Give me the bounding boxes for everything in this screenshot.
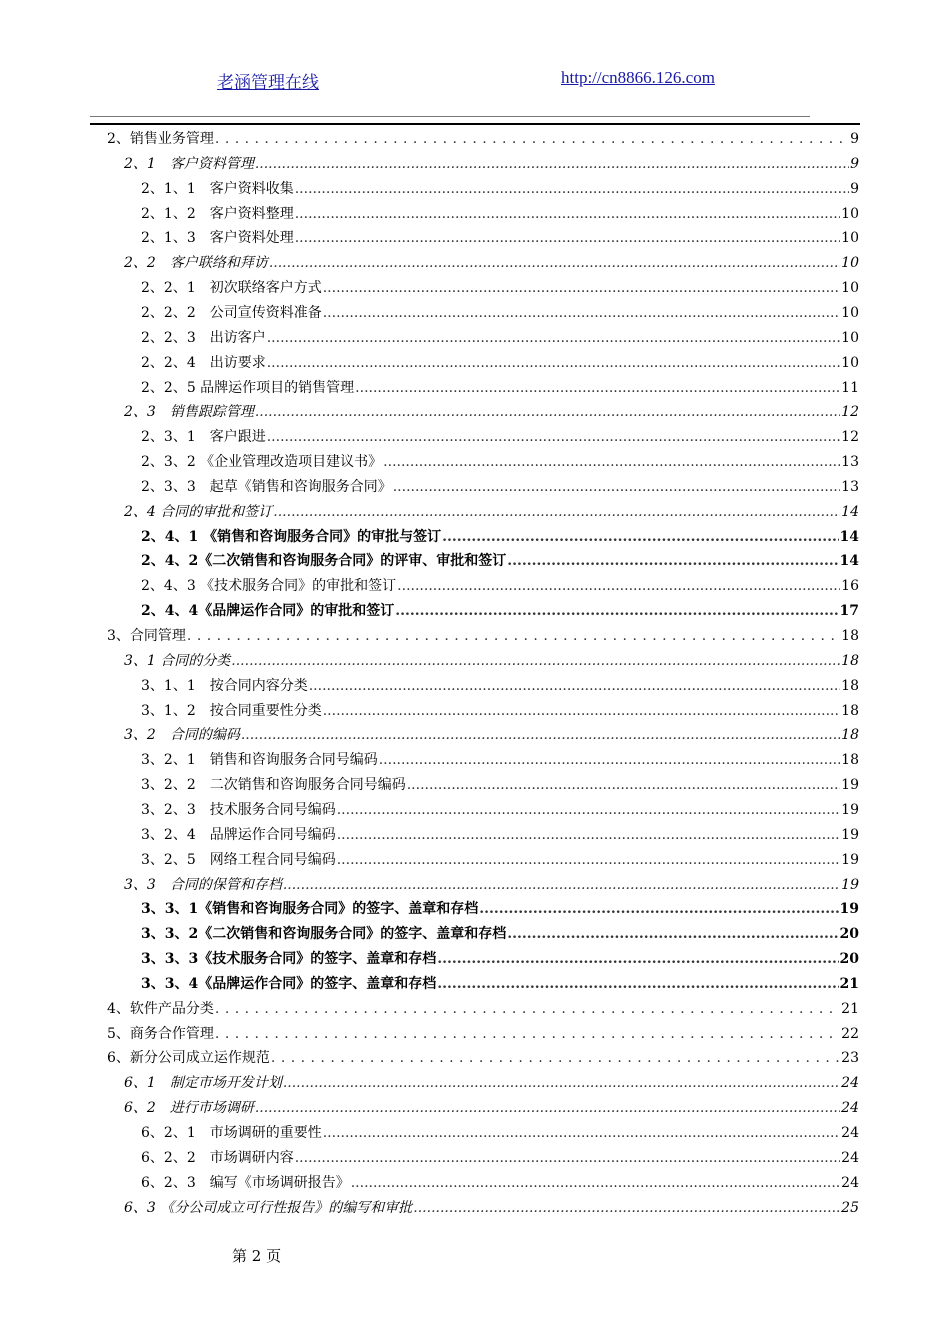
toc-entry-page: 18 (841, 702, 859, 719)
toc-entry-page: 13 (841, 454, 859, 471)
toc-leader-dots (337, 824, 840, 846)
toc-leader-dots (283, 1072, 840, 1094)
toc-entry-page: 21 (839, 975, 859, 992)
toc-entry-page: 9 (850, 131, 859, 147)
toc-entry[interactable] (107, 128, 859, 150)
toc-entry[interactable] (124, 252, 859, 274)
toc-entry-page: 9 (850, 180, 859, 197)
toc-leader-dots (215, 998, 840, 1020)
toc-leader-dots (241, 724, 840, 746)
toc-entry-page: 24 (841, 1174, 859, 1191)
toc-leader-dots (295, 203, 840, 225)
toc-entry-page: 12 (841, 404, 859, 421)
toc-entry-page: 16 (841, 578, 859, 595)
toc-entry-page: 21 (841, 1000, 859, 1017)
toc-entry-title: 3、2、3 技术服务合同号编码 (141, 801, 336, 818)
toc-leader-dots (355, 377, 840, 399)
toc-entry-title: 2、2、3 出访客户 (141, 329, 266, 346)
toc-entry-title: 5、商务合作管理 (107, 1025, 214, 1042)
toc-leader-dots (383, 451, 840, 473)
toc-entry-title: 3、3、2《二次销售和咨询服务合同》的签字、盖章和存档 (141, 926, 507, 943)
toc-entry-title: 6、2、3 编写《市场调研报告》 (141, 1174, 350, 1191)
site-name-link[interactable]: 老涵管理在线 (217, 73, 319, 92)
toc-entry-page: 19 (841, 851, 859, 868)
page-number: 第 2 页 (232, 1247, 282, 1265)
toc-entry-title: 2、2 客户联络和拜访 (124, 255, 268, 272)
toc-leader-dots (479, 898, 838, 920)
toc-entry-title: 3、1、2 按合同重要性分类 (141, 702, 322, 719)
toc-entry-page: 24 (841, 1075, 859, 1092)
toc-entry[interactable] (141, 1122, 859, 1144)
toc-entry[interactable] (141, 774, 859, 796)
toc-entry[interactable] (107, 1023, 859, 1045)
toc-entry[interactable] (124, 1072, 859, 1094)
toc-entry[interactable] (141, 898, 859, 920)
toc-entry[interactable] (141, 1147, 859, 1169)
toc-leader-dots (255, 401, 840, 423)
toc-leader-dots (295, 1147, 840, 1169)
toc-leader-dots (413, 1197, 840, 1219)
toc-leader-dots (337, 849, 840, 871)
toc-entry[interactable] (124, 874, 859, 896)
toc-leader-dots (379, 749, 840, 771)
toc-entry-page: 14 (839, 553, 859, 570)
toc-leader-dots (267, 327, 840, 349)
toc-entry[interactable] (141, 526, 859, 548)
toc-entry-title: 3、2、1 销售和咨询服务合同号编码 (141, 752, 378, 769)
toc-entry[interactable] (141, 227, 859, 249)
toc-leader-dots (255, 1097, 840, 1119)
toc-entry-title: 6、1 制定市场开发计划 (124, 1075, 282, 1092)
toc-entry-title: 3、2、5 网络工程合同号编码 (141, 851, 336, 868)
toc-leader-dots (393, 476, 840, 498)
toc-entry[interactable] (141, 948, 859, 970)
toc-entry[interactable] (141, 600, 859, 622)
toc-entry-page: 19 (841, 777, 859, 794)
toc-entry[interactable] (141, 302, 859, 324)
toc-entry-title: 2、4、2《二次销售和咨询服务合同》的评审、审批和签订 (141, 553, 507, 570)
toc-leader-dots (397, 575, 840, 597)
toc-entry[interactable] (141, 799, 859, 821)
toc-entry[interactable] (124, 650, 859, 672)
toc-entry[interactable] (141, 675, 859, 697)
toc-entry-page: 9 (850, 155, 859, 172)
toc-entry-page: 18 (841, 652, 859, 669)
toc-entry-page: 18 (841, 727, 859, 744)
toc-entry-title: 3、合同管理 (107, 628, 186, 644)
toc-entry-page: 14 (841, 503, 859, 520)
toc-entry[interactable] (141, 824, 859, 846)
toc-entry-title: 2、3、3 起草《销售和咨询服务合同》 (141, 478, 392, 495)
toc-entry-page: 12 (841, 429, 859, 446)
toc-entry-title: 2、2、4 出访要求 (141, 354, 266, 371)
toc-entry-title: 3、3 合同的保管和存档 (124, 876, 282, 893)
toc-entry-title: 3、2、4 品牌运作合同号编码 (141, 826, 336, 843)
toc-entry-title: 2、1、3 客户资料处理 (141, 230, 294, 247)
toc-leader-dots (271, 1047, 840, 1069)
toc-entry[interactable] (107, 1047, 859, 1069)
toc-entry-title: 2、3、2 《企业管理改造项目建议书》 (141, 454, 383, 471)
toc-entry-title: 3、2、2 二次销售和咨询服务合同号编码 (141, 777, 406, 794)
toc-entry-title: 2、1 客户资料管理 (124, 155, 254, 172)
toc-entry[interactable] (141, 277, 859, 299)
toc-entry[interactable] (141, 575, 859, 597)
toc-entry-title: 6、2 进行市场调研 (124, 1100, 254, 1117)
toc-leader-dots (507, 550, 838, 572)
toc-entry-page: 10 (841, 230, 859, 247)
toc-entry-title: 4、软件产品分类 (107, 1000, 214, 1017)
toc-entry[interactable] (141, 749, 859, 771)
toc-entry[interactable] (141, 923, 859, 945)
toc-entry[interactable] (141, 203, 859, 225)
toc-entry-page: 18 (841, 752, 859, 769)
toc-entry-title: 2、3 销售跟踪管理 (124, 404, 254, 421)
toc-entry[interactable] (141, 849, 859, 871)
toc-entry-page: 19 (839, 901, 859, 918)
toc-entry-title: 3、1、1 按合同内容分类 (141, 677, 308, 694)
toc-entry[interactable] (141, 178, 859, 200)
toc-entry[interactable] (141, 1172, 859, 1194)
toc-entry[interactable] (141, 700, 859, 722)
toc-entry[interactable] (141, 476, 859, 498)
toc-entry[interactable] (141, 377, 859, 399)
toc-entry-page: 24 (841, 1125, 859, 1141)
toc-entry-page: 18 (841, 677, 859, 694)
toc-entry-page: 10 (841, 329, 859, 346)
toc-entry-page: 20 (839, 926, 859, 943)
toc-entry-title: 2、2、2 公司宣传资料准备 (141, 304, 322, 321)
toc-leader-dots (323, 1122, 840, 1144)
toc-entry[interactable] (141, 550, 859, 572)
toc-entry-title: 3、3、1《销售和咨询服务合同》的签字、盖章和存档 (141, 901, 479, 918)
toc-leader-dots (442, 526, 838, 548)
toc-entry[interactable] (124, 1097, 859, 1119)
toc-leader-dots (267, 352, 840, 374)
toc-entry-page: 19 (841, 801, 859, 818)
toc-entry-page: 23 (841, 1050, 859, 1067)
toc-entry-title: 2、4、1 《销售和咨询服务合同》的审批与签订 (141, 528, 442, 545)
toc-entry[interactable] (141, 327, 859, 349)
toc-leader-dots (351, 1172, 840, 1194)
toc-leader-dots (337, 799, 840, 821)
toc-entry-title: 3、1 合同的分类 (124, 652, 231, 669)
toc-leader-dots (273, 501, 840, 523)
toc-leader-dots (323, 277, 840, 299)
toc-entry-page: 24 (841, 1149, 859, 1166)
toc-entry-page: 14 (839, 528, 859, 545)
toc-entry[interactable] (141, 426, 859, 448)
toc-leader-dots (295, 178, 849, 200)
toc-entry-title: 6、新分公司成立运作规范 (107, 1050, 270, 1067)
toc-leader-dots (283, 874, 840, 896)
toc-entry-title: 6、2、2 市场调研内容 (141, 1149, 294, 1166)
toc-entry[interactable] (124, 153, 859, 175)
toc-leader-dots (255, 153, 849, 175)
toc-leader-dots (437, 973, 838, 995)
toc-leader-dots (267, 426, 840, 448)
toc-leader-dots (295, 227, 840, 249)
toc-entry-title: 3、3、3《技术服务合同》的签字、盖章和存档 (141, 951, 437, 968)
toc-leader-dots (437, 948, 838, 970)
page-header (0, 68, 950, 92)
toc-entry-title: 2、4、4《品牌运作合同》的审批和签订 (141, 603, 395, 620)
toc-entry-page: 25 (841, 1199, 859, 1216)
toc-entry[interactable] (107, 625, 859, 647)
toc-leader-dots (231, 650, 840, 672)
toc-leader-dots (269, 252, 840, 274)
toc-entry-title: 2、2、5 品牌运作项目的销售管理 (141, 379, 355, 396)
toc-entry-page: 10 (841, 205, 859, 222)
toc-entry-page: 22 (841, 1025, 859, 1042)
toc-entry-title: 2、1、1 客户资料收集 (141, 180, 294, 197)
toc-leader-dots (323, 700, 840, 722)
toc-entry-title: 2、2、1 初次联络客户方式 (141, 280, 322, 297)
toc-leader-dots (215, 128, 849, 150)
toc-leader-dots (407, 774, 840, 796)
header-rule-thick (90, 123, 860, 125)
toc-entry[interactable] (141, 352, 859, 374)
toc-entry[interactable] (107, 998, 859, 1020)
toc-entry-page: 10 (841, 354, 859, 371)
toc-entry-title: 2、3、1 客户跟进 (141, 429, 266, 446)
toc-leader-dots (187, 625, 840, 647)
toc-leader-dots (323, 302, 840, 324)
toc-entry-page: 10 (841, 280, 859, 297)
toc-entry-title: 2、4、3 《技术服务合同》的审批和签订 (141, 578, 397, 595)
toc-leader-dots (215, 1023, 840, 1045)
toc-entry-title: 3、3、4《品牌运作合同》的签字、盖章和存档 (141, 975, 437, 992)
toc-entry-page: 17 (839, 603, 859, 620)
toc-leader-dots (507, 923, 838, 945)
toc-entry[interactable] (124, 1197, 859, 1219)
toc-entry-title: 2、4 合同的审批和签订 (124, 503, 273, 520)
toc-entry-page: 10 (841, 304, 859, 321)
toc-entry[interactable] (124, 401, 859, 423)
toc-entry[interactable] (124, 501, 859, 523)
toc-entry-title: 3、2 合同的编码 (124, 727, 240, 744)
toc-entry-page: 10 (841, 255, 859, 272)
toc-leader-dots (395, 600, 838, 622)
site-url-link[interactable]: http://cn8866.126.com (561, 68, 715, 87)
header-rule-thin (90, 116, 810, 117)
toc-entry[interactable] (141, 451, 859, 473)
toc-entry[interactable] (124, 724, 859, 746)
toc-entry-page: 19 (841, 876, 859, 893)
toc-entry[interactable] (141, 973, 859, 995)
toc-entry-page: 13 (841, 478, 859, 495)
toc-entry-page: 19 (841, 826, 859, 843)
toc-entry-page: 20 (839, 951, 859, 968)
toc-entry-page: 18 (841, 628, 859, 644)
toc-entry-title: 2、销售业务管理 (107, 131, 214, 147)
toc-entry-page: 24 (841, 1100, 859, 1117)
toc-entry-title: 2、1、2 客户资料整理 (141, 205, 294, 222)
toc-entry-page: 11 (841, 379, 859, 396)
toc-leader-dots (309, 675, 840, 697)
toc-entry-title: 6、2、1 市场调研的重要性 (141, 1125, 322, 1141)
toc-entry-title: 6、3 《分公司成立可行性报告》的编写和审批 (124, 1199, 413, 1216)
